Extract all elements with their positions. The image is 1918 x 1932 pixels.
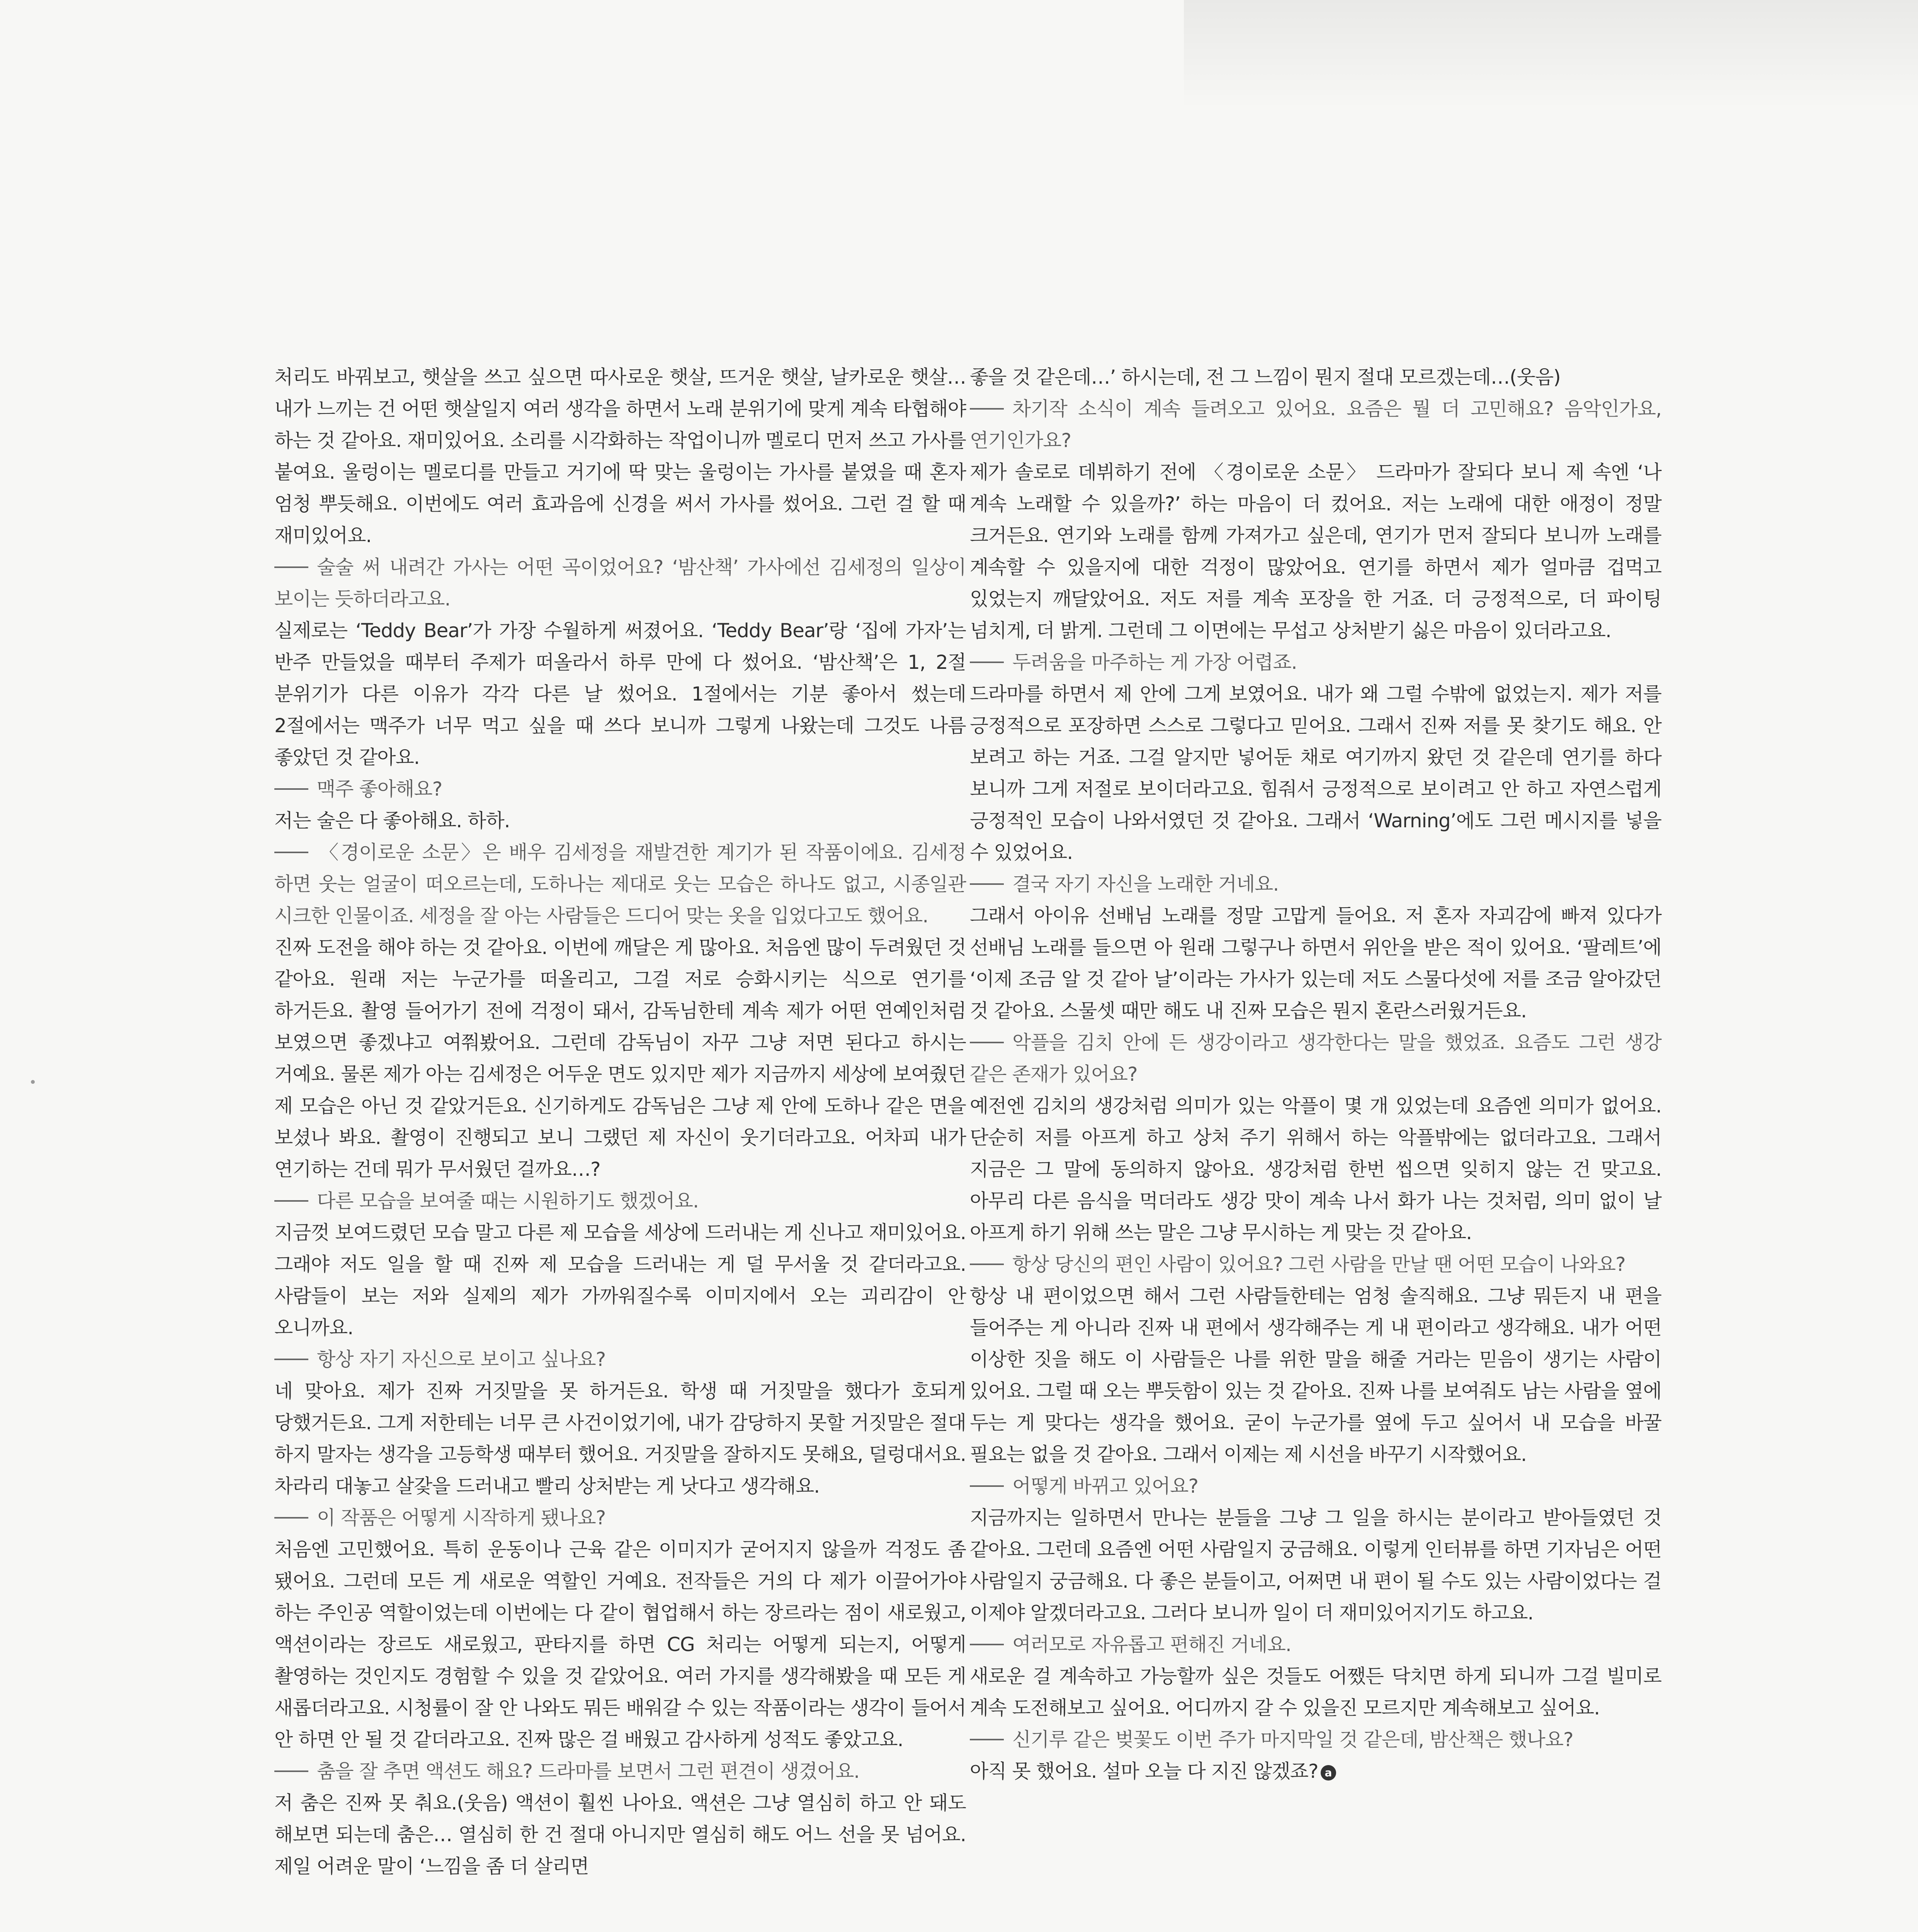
page-top-shade <box>1184 0 1918 108</box>
paragraph-text: 다른 모습을 보여줄 때는 시원하기도 했겠어요. <box>317 1190 699 1212</box>
paragraph-text: 이 작품은 어떻게 시작하게 됐나요? <box>317 1507 606 1529</box>
interview-answer <box>274 1534 966 1755</box>
interview-answer <box>274 1217 966 1344</box>
interview-answer <box>970 361 1661 393</box>
interview-question <box>970 1027 1661 1090</box>
paragraph-text: 두려움을 마주하는 게 가장 어렵죠. <box>1012 651 1297 673</box>
paragraph-text: 아직 못 했어요. 설마 오늘 다 지진 않겠죠? <box>970 1760 1318 1782</box>
interview-question <box>274 837 966 932</box>
paragraph-text: 예전엔 김치의 생강처럼 의미가 있는 악플이 몇 개 있었는데 요즘엔 의미가 없어요. 단순히 저를 아프게 하고 상처 주기 위해서 하는 악플밖에는 없더라고요. 그래서 지금은 그 말에 동의하지 않아요. 생강처럼 한번 씹으면 잊히지 않는 건 맞고요. 아무리 다른 음식을 먹더라도 생강 맛이 계속 나서 화가 나는 것처럼, 의미 없이 날 아프게 하기 위해 쓰는 말은 그냥 무시하는 게 맞는 것 같아요. <box>970 1095 1661 1244</box>
interview-answer <box>274 615 966 773</box>
paragraph-text: 신기루 같은 벚꽃도 이번 주가 마지막일 것 같은데, 밤산책은 했나요? <box>1012 1728 1573 1751</box>
paragraph-text: 지금껏 보여드렸던 모습 말고 다른 제 모습을 세상에 드러내는 게 신나고 재미있어요. 그래야 저도 일을 할 때 진짜 제 모습을 드러내는 게 덜 무서울 것 같더라고요. 사람들이 보는 저와 실제의 제가 가까워질수록 이미지에서 오는 괴리감이 안 오니까요. <box>274 1221 966 1339</box>
paragraph-text: 항상 내 편이었으면 해서 그런 사람들한테는 엄청 솔직해요. 그냥 뭐든지 내 편을 들어주는 게 아니라 진짜 내 편에서 생각해주는 게 내 편이라고 생각해요. 내가 어떤 이상한 짓을 해도 이 사람들은 나를 위한 말을 해줄 거라는 믿음이 생기는 사람이 있어요. 그럴 때 오는 뿌듯함이 있는 것 같아요. 진짜 나를 보여줘도 남는 사람을 옆에 두는 게 맞다는 생각을 했어요. 굳이 누군가를 옆에 두고 싶어서 내 모습을 바꿀 필요는 없을 것 같아요. 그래서 이제는 제 시선을 바꾸기 시작했어요. <box>970 1285 1661 1466</box>
paragraph-text: 여러모로 자유롭고 편해진 거네요. <box>1012 1633 1291 1656</box>
interview-question <box>970 868 1661 900</box>
paragraph-text: 술술 써 내려간 가사는 어떤 곡이었어요? ‘밤산책’ 가사에선 김세정의 일상이 보이는 듯하더라고요. <box>274 556 966 610</box>
interview-answer <box>274 361 966 551</box>
text-column-left <box>274 361 966 1882</box>
interview-answer <box>274 932 966 1185</box>
interview-answer <box>970 1280 1661 1470</box>
interview-answer <box>970 678 1661 868</box>
interview-question <box>274 1344 966 1375</box>
paragraph-text: 드라마를 하면서 제 안에 그게 보였어요. 내가 왜 그럴 수밖에 없었는지. 제가 저를 긍정적으로 포장하면 스스로 그렇다고 믿어요. 그래서 진짜 저를 못 찾기도 해요. 안 보려고 하는 거죠. 그걸 알지만 넣어둔 채로 여기까지 왔던 것 같은데 연기를 하다 보니까 그게 저절로 보이더라고요. 힘줘서 긍정적으로 보이려고 안 하고 자연스럽게 긍정적인 모습이 나와서였던 것 같아요. 그래서 ‘Warning’에도 그런 메시지를 넣을 수 있었어요. <box>970 683 1661 864</box>
paragraph-text: 악플을 김치 안에 든 생강이라고 생각한다는 말을 했었죠. 요즘도 그런 생강 같은 존재가 있어요? <box>970 1031 1661 1085</box>
interview-answer <box>274 1375 966 1502</box>
paragraph-text: 네 맞아요. 제가 진짜 거짓말을 못 하거든요. 학생 때 거짓말을 했다가 호되게 당했거든요. 그게 저한테는 너무 큰 사건이었기에, 내가 감당하지 못할 거짓말은 절대 하지 말자는 생각을 고등학생 때부터 했어요. 거짓말을 잘하지도 못해요, 덜렁대서요. 차라리 대놓고 살갗을 드러내고 빨리 상처받는 게 낫다고 생각해요. <box>274 1380 966 1497</box>
interview-question <box>274 551 966 615</box>
interview-answer <box>970 1090 1661 1248</box>
interview-answer <box>970 1755 1661 1787</box>
text-column-right <box>970 361 1661 1787</box>
interview-answer <box>970 1502 1661 1629</box>
paragraph-text: 춤을 잘 추면 액션도 해요? 드라마를 보면서 그런 편견이 생겼어요. <box>317 1760 860 1782</box>
interview-question <box>274 1185 966 1217</box>
paragraph-text: 새로운 걸 계속하고 가능할까 싶은 것들도 어쨌든 닥치면 하게 되니까 그걸 빌미로 계속 도전해보고 싶어요. 어디까지 갈 수 있을진 모르지만 계속해보고 싶어요. <box>970 1665 1661 1719</box>
interview-answer <box>970 1660 1661 1724</box>
interview-question <box>274 1755 966 1787</box>
interview-question <box>970 393 1661 456</box>
interview-answer <box>970 900 1661 1027</box>
paragraph-text: 〈경이로운 소문〉은 배우 김세정을 재발견한 계기가 된 작품이에요. 김세정 하면 웃는 얼굴이 떠오르는데, 도하나는 제대로 웃는 모습은 하나도 없고, 시종일관 시크한 인물이죠. 세정을 잘 아는 사람들은 드디어 맞는 옷을 입었다고도 했어요. <box>274 841 966 927</box>
interview-question <box>274 1502 966 1534</box>
paragraph-text: 지금까지는 일하면서 만나는 분들을 그냥 그 일을 하시는 분이라고 받아들였던 것 같아요. 그런데 요즘엔 어떤 사람일지 궁금해요. 이렇게 인터뷰를 하면 기자님은 어떤 사람일지 궁금해요. 다 좋은 분들이고, 어쩌면 내 편이 될 수도 있는 사람이었다는 걸 이제야 알겠더라고요. 그러다 보니까 일이 더 재미있어지기도 하고요. <box>970 1507 1661 1624</box>
interview-question <box>970 1248 1661 1280</box>
interview-question <box>274 773 966 805</box>
paragraph-text: 항상 당신의 편인 사람이 있어요? 그런 사람을 만날 땐 어떤 모습이 나와요? <box>1012 1253 1626 1276</box>
paragraph-text: 진짜 도전을 해야 하는 것 같아요. 이번에 깨달은 게 많아요. 처음엔 많이 두려웠던 것 같아요. 원래 저는 누군가를 떠올리고, 그걸 저로 승화시키는 식으로 연기를 하거든요. 촬영 들어가기 전에 걱정이 돼서, 감독님한테 계속 제가 어떤 연예인처럼 보였으면 좋겠냐고 여쭤봤어요. 그런데 감독님이 자꾸 그냥 저면 된다고 하시는 거예요. 물론 제가 아는 김세정은 어두운 면도 있지만 제가 지금까지 세상에 보여줬던 제 모습은 아닌 것 같았거든요. 신기하게도 감독님은 그냥 제 안에 도하나 같은 면을 보셨나 봐요. 촬영이 진행되고 보니 그랬던 제 자신이 웃기더라고요. 어차피 내가 연기하는 건데 뭐가 무서웠던 걸까요…? <box>274 936 966 1180</box>
paragraph-text: 결국 자기 자신을 노래한 거네요. <box>1012 873 1279 895</box>
interview-question <box>970 1629 1661 1660</box>
interview-question <box>970 1724 1661 1755</box>
paragraph-text: 실제로는 ‘Teddy Bear’가 가장 수월하게 써졌어요. ‘Teddy Bear’랑 ‘집에 가자’는 반주 만들었을 때부터 주제가 떠올라서 하루 만에 다 썼어요. ‘밤산책’은 1, 2절 분위기가 다른 이유가 각각 다른 날 썼어요. 1절에서는 기분 좋아서 썼는데 2절에서는 맥주가 너무 먹고 싶을 때 쓰다 보니까 그렇게 나왔는데 그것도 나름 좋았던 것 같아요. <box>274 619 966 769</box>
paragraph-text: 제가 솔로로 데뷔하기 전에 〈경이로운 소문〉 드라마가 잘되다 보니 제 속엔 ‘나 계속 노래할 수 있을까?’ 하는 마음이 더 컸어요. 저는 노래에 대한 애정이 정말 크거든요. 연기와 노래를 함께 가져가고 싶은데, 연기가 먼저 잘되다 보니까 노래를 계속할 수 있을지에 대한 걱정이 많았어요. 연기를 하면서 제가 얼마큼 겁먹고 있었는지 깨달았어요. 저도 저를 계속 포장을 한 거죠. 더 긍정적으로, 더 파이팅 넘치게, 더 밝게. 그런데 그 이면에는 무섭고 상처받기 싫은 마음이 있더라고요. <box>970 461 1661 642</box>
interview-question <box>970 1470 1661 1502</box>
article-end-mark: a <box>1321 1765 1336 1781</box>
interview-answer <box>274 805 966 837</box>
paragraph-text: 맥주 좋아해요? <box>317 778 442 800</box>
interview-answer <box>274 1787 966 1882</box>
interview-question <box>970 646 1661 678</box>
paragraph-text: 어떻게 바뀌고 있어요? <box>1012 1475 1199 1497</box>
paragraph-text: 좋을 것 같은데…’ 하시는데, 전 그 느낌이 뭔지 절대 모르겠는데…(웃음) <box>970 366 1561 388</box>
paragraph-text: 항상 자기 자신으로 보이고 싶나요? <box>317 1348 606 1371</box>
interview-answer <box>970 456 1661 646</box>
paragraph-text: 처음엔 고민했어요. 특히 운동이나 근육 같은 이미지가 굳어지지 않을까 걱정도 좀 됐어요. 그런데 모든 게 새로운 역할인 거예요. 전작들은 거의 다 제가 이끌어가야 하는 주인공 역할이었는데 이번에는 다 같이 협업해서 하는 장르라는 점이 새로웠고, 액션이라는 장르도 새로웠고, 판타지를 하면 CG 처리는 어떻게 되는지, 어떻게 촬영하는 것인지도 경험할 수 있을 것 같았어요. 여러 가지를 생각해봤을 때 모든 게 새롭더라고요. 시청률이 잘 안 나와도 뭐든 배워갈 수 있는 작품이라는 생각이 들어서 안 하면 안 될 것 같더라고요. 진짜 많은 걸 배웠고 감사하게 성적도 좋았고요. <box>274 1538 966 1751</box>
paragraph-text: 그래서 아이유 선배님 노래를 정말 고맙게 들어요. 저 혼자 자괴감에 빠져 있다가 선배님 노래를 들으면 아 원래 그렇구나 하면서 위안을 받은 적이 있어요. ‘팔레트’에 ‘이제 조금 알 것 같아 날’이라는 가사가 있는데 저도 스물다섯에 저를 조금 알아갔던 것 같아요. 스물셋 때만 해도 내 진짜 모습은 뭔지 혼란스러웠거든요. <box>970 905 1661 1022</box>
margin-speck <box>31 1080 35 1084</box>
paragraph-text: 저 춤은 진짜 못 춰요.(웃음) 액션이 훨씬 나아요. 액션은 그냥 열심히 하고 안 돼도 해보면 되는데 춤은… 열심히 한 건 절대 아니지만 열심히 해도 어느 선을 못 넘어요. 제일 어려운 말이 ‘느낌을 좀 더 살리면 <box>274 1792 966 1878</box>
paragraph-text: 처리도 바꿔보고, 햇살을 쓰고 싶으면 따사로운 햇살, 뜨거운 햇살, 날카로운 햇살…내가 느끼는 건 어떤 햇살일지 여러 생각을 하면서 노래 분위기에 맞게 계속 타협해야 하는 것 같아요. 재미있어요. 소리를 시각화하는 작업이니까 멜로디 먼저 쓰고 가사를 붙여요. 울렁이는 멜로디를 만들고 거기에 딱 맞는 울렁이는 가사를 붙였을 때 혼자 엄청 뿌듯해요. 이번에도 여러 효과음에 신경을 써서 가사를 썼어요. 그런 걸 할 때 재미있어요. <box>274 366 966 547</box>
paragraph-text: 저는 술은 다 좋아해요. 하하. <box>274 810 510 832</box>
paragraph-text: 차기작 소식이 계속 들려오고 있어요. 요즘은 뭘 더 고민해요? 음악인가요, 연기인가요? <box>970 398 1661 452</box>
